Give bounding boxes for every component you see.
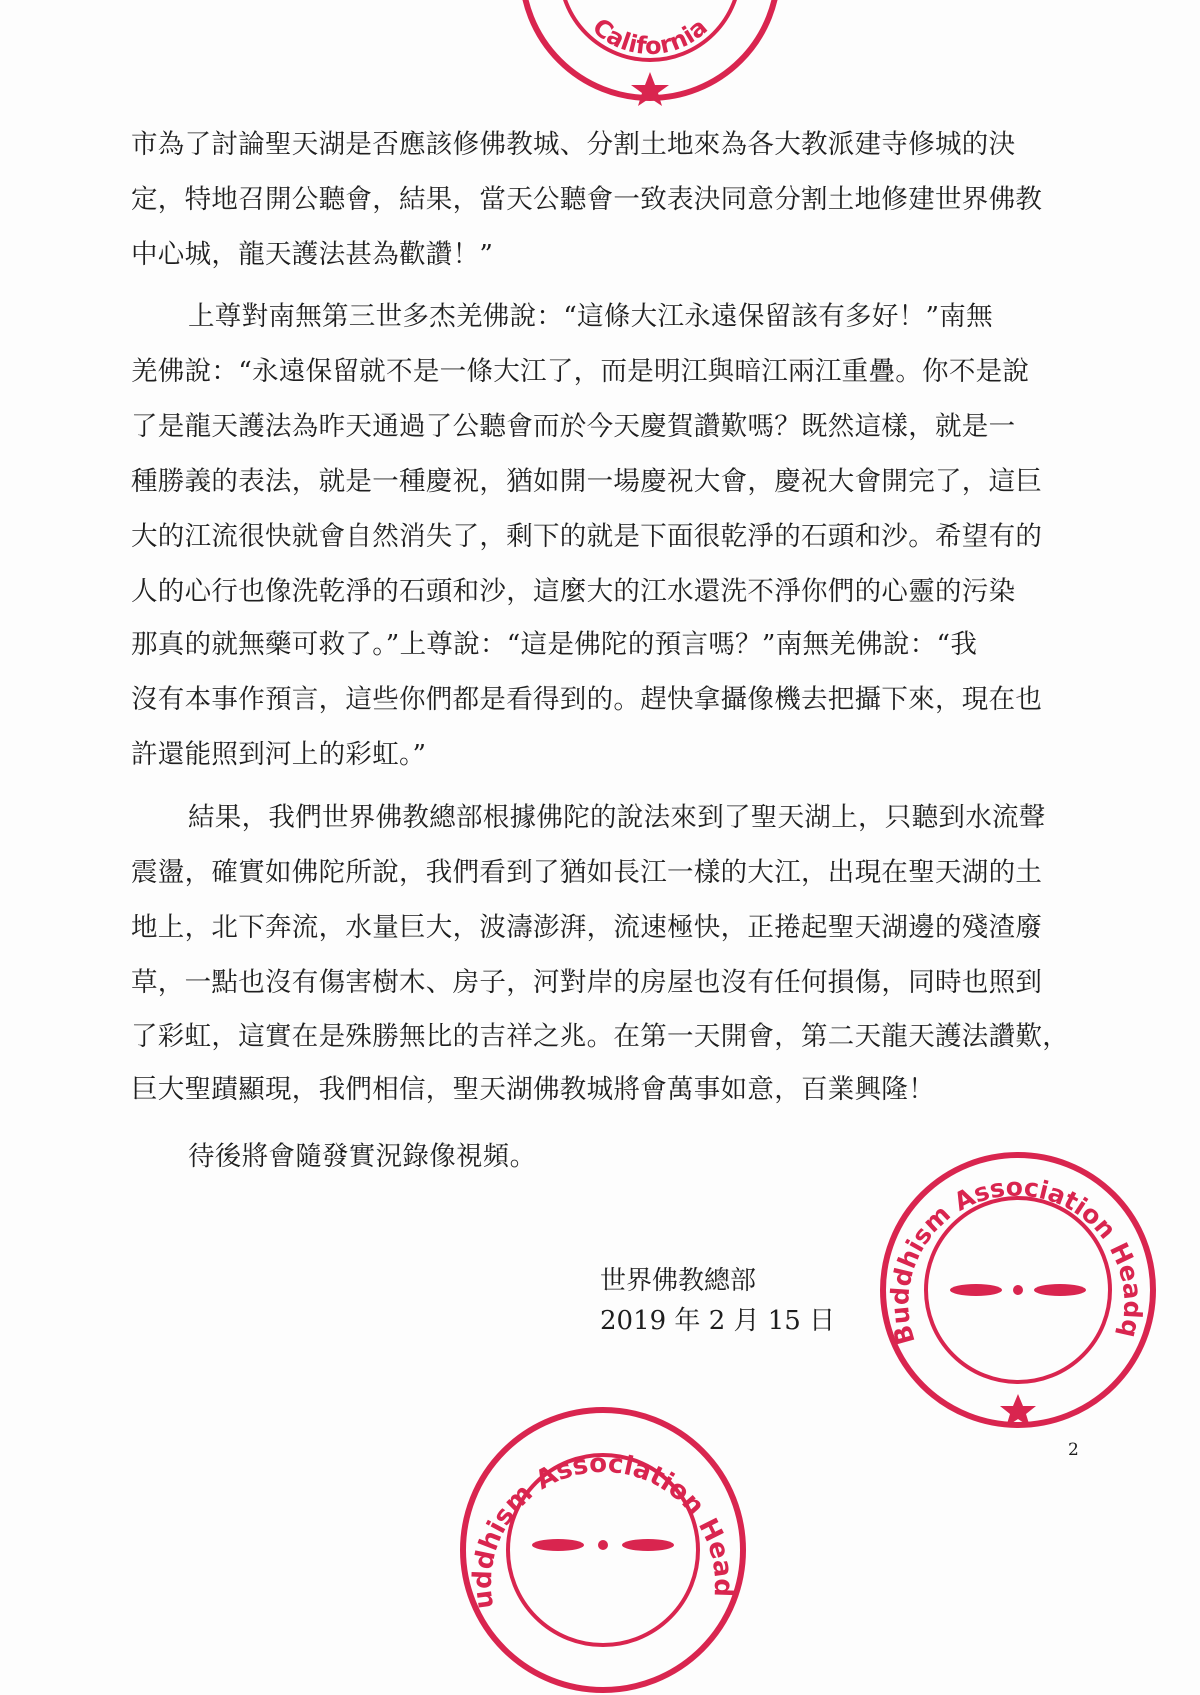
seal-stamp-signature: [864, 1127, 1158, 1430]
paragraph-2-line-9: 許還能照到河上的彩虹。”: [131, 739, 427, 770]
paragraph-3-line-6: 巨大聖蹟顯現，我們相信，聖天湖佛教城將會萬事如意，百業興隆！: [131, 1074, 935, 1105]
paragraph-2-line-2: 羌佛說：“永遠保留就不是一條大江了，而是明江與暗江兩江重疊。你不是說: [131, 356, 1030, 387]
signature-date: 2019 年 2 月 15 日: [600, 1306, 836, 1336]
signature-organization: 世界佛教總部: [600, 1266, 757, 1296]
seal-stamp-bottom: [444, 1382, 748, 1695]
paragraph-2-line-8: 沒有本事作預言，這些你們都是看得到的。趕快拿攝像機去把攝下來，現在也: [131, 684, 1043, 715]
paragraph-3-line-4: 草，一點也沒有傷害樹木、房子，河對岸的房屋也沒有任何損傷，同時也照到: [131, 967, 1043, 998]
paragraph-3-line-3: 地上，北下奔流，水量巨大，波濤澎湃，流速極快，正捲起聖天湖邊的殘渣廢: [131, 912, 1043, 943]
svg-text:World Buddhism Association Hea: World Buddhism Association Headquarters: [444, 1382, 739, 1611]
paragraph-2-line-1: 上尊對南無第三世多杰羌佛說：“這條大江永遠保留該有多好！”南無: [188, 301, 993, 332]
paragraph-1-line-2: 定，特地召開公聽會，結果，當天公聽會一致表決同意分割土地修建世界佛教: [131, 184, 1043, 215]
paragraph-2-line-6: 人的心行也像洗乾淨的石頭和沙，這麼大的江水還洗不淨你們的心靈的污染: [131, 576, 1016, 607]
paragraph-1-line-1: 市為了討論聖天湖是否應該修佛教城、分割土地來為各大教派建寺修城的決: [131, 129, 1016, 160]
paragraph-4-line-1: 待後將會隨發實況錄像視頻。: [188, 1141, 537, 1172]
paragraph-2-line-5: 大的江流很快就會自然消失了，剩下的就是下面很乾淨的石頭和沙。希望有的: [131, 521, 1043, 552]
paragraph-3-line-1: 結果，我們世界佛教總部根據佛陀的說法來到了聖天湖上，只聽到水流聲: [188, 802, 1046, 833]
seal-stamp-top: [500, 0, 800, 100]
paragraph-1-line-3: 中心城，龍天護法甚為歡讚！”: [131, 239, 494, 270]
paragraph-2-line-4: 種勝義的表法，就是一種慶祝，猶如開一場慶祝大會，慶祝大會開完了，這巨: [131, 466, 1043, 497]
paragraph-2-line-7: 那真的就無藥可救了。”上尊說：“這是佛陀的預言嗎？”南無羌佛說：“我: [131, 629, 978, 660]
svg-text:World Buddhism Association Hea: World Buddhism Association Headquarters: [864, 1127, 1148, 1348]
paragraph-3-line-5: 了彩虹，這實在是殊勝無比的吉祥之兆。在第一天開會，第二天龍天護法讚歎，: [131, 1021, 1069, 1052]
svg-text:California: California: [587, 12, 713, 61]
page-number: 2: [1068, 1440, 1079, 1460]
paragraph-2-line-3: 了是龍天護法為昨天通過了公聽會而於今天慶賀讚歎嗎？既然這樣，就是一: [131, 411, 1016, 442]
paragraph-3-line-2: 震盪，確實如佛陀所說，我們看到了猶如長江一樣的大江，出現在聖天湖的土: [131, 857, 1043, 888]
